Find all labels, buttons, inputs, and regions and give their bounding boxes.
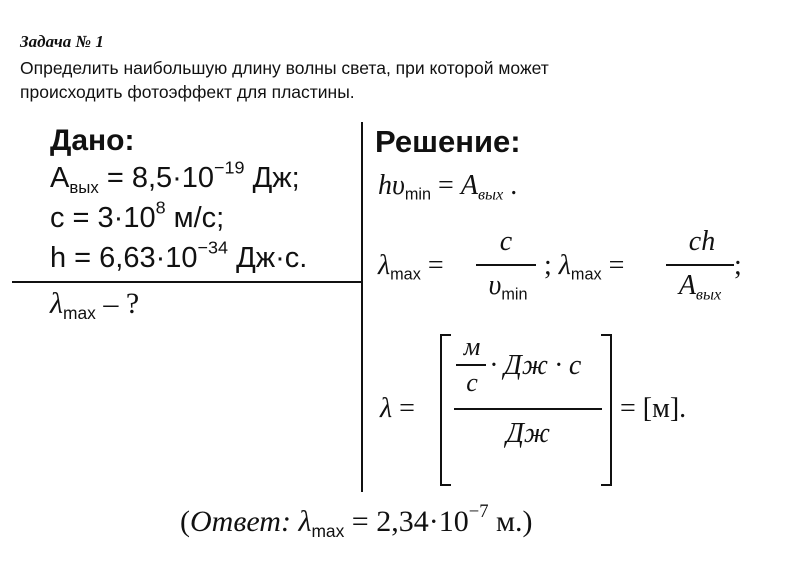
left-bracket [440, 334, 451, 486]
task-title: Задача № 1 [20, 32, 104, 51]
inner-fraction-numerator: м [463, 332, 481, 361]
given-unknown: $\lambda_{max}$ – ? [50, 287, 140, 324]
given-heading: Дано: [50, 124, 135, 157]
main-fraction-bar [454, 408, 602, 410]
fraction-1-denominator: $\upsilon_{min}$ [488, 270, 528, 304]
answer-line: (Ответ: $\lambda_{max} = 2,34\cdot 10^{-7}$ м.) [180, 501, 533, 542]
solution-heading: Решение: [375, 124, 521, 159]
fraction-2-bar [666, 264, 734, 266]
given-work-function: $A_{вых} = 8,5\cdot 10^{-19}$ Дж; [50, 157, 300, 197]
equation-2-lhs-2: ; $\lambda_{max}$ = [544, 250, 625, 284]
task-statement-line-1: Определить наибольшую длину волны света, при которой может [20, 58, 549, 78]
fraction-1-bar [476, 264, 536, 266]
vertical-divider [361, 122, 363, 492]
fraction-1-numerator: c [499, 226, 513, 257]
equation-2-lhs-1: $\lambda_{max}$ = [378, 250, 444, 284]
given-planck-constant: $h = 6,63\cdot 10^{-34}$ Дж·с. [50, 237, 308, 274]
right-bracket [601, 334, 612, 486]
main-fraction-denominator: Дж [506, 418, 550, 449]
inner-fraction-bar [456, 364, 486, 366]
fraction-2-denominator: $A_{вых}$ [678, 270, 722, 304]
given-divider [12, 281, 362, 283]
numerator-rest: · Дж · c [490, 350, 582, 381]
fraction-2-numerator: ch [688, 226, 716, 257]
equation-2-end: ; [734, 250, 742, 281]
equation-1: $h\upsilon_{min} = A_{вых}$ . [378, 170, 518, 204]
inner-fraction-denominator: c [466, 368, 478, 397]
equation-3-result: = [м]. [620, 393, 687, 424]
equation-3-lhs: λ = [380, 393, 415, 424]
task-statement-line-2: происходить фотоэффект для пластины. [20, 82, 355, 102]
given-speed-of-light: $c = 3\cdot 10^8$ м/с; [50, 197, 225, 234]
